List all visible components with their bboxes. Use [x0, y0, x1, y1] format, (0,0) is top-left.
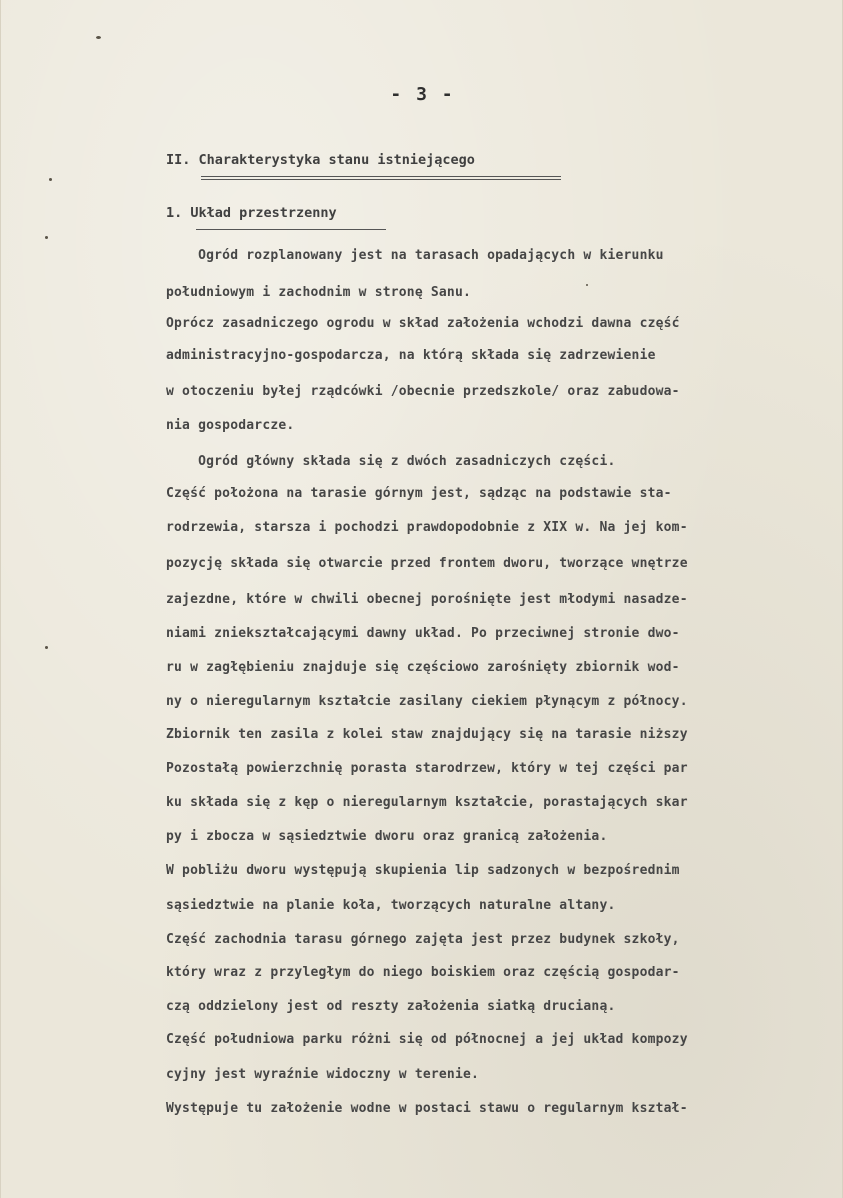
- body-line: Ogród rozplanowany jest na tarasach opadających w kierunku: [166, 248, 664, 263]
- body-line: zajezdne, które w chwili obecnej porośnięte jest młodymi nasadze-: [166, 592, 688, 607]
- paper-speck: [45, 236, 48, 239]
- paper-speck: [96, 36, 101, 39]
- body-line: W pobliżu dworu występują skupienia lip sadzonych w bezpośrednim: [166, 863, 680, 878]
- body-line: administracyjno-gospodarcza, na którą składa się zadrzewienie: [166, 348, 656, 363]
- paper-speck: [586, 284, 588, 286]
- body-line: Część położona na tarasie górnym jest, sądząc na podstawie sta-: [166, 486, 672, 501]
- body-line: ny o nieregularnym kształcie zasilany ciekiem płynącym z północy.: [166, 694, 688, 709]
- body-line: rodrzewia, starsza i pochodzi prawdopodobnie z XIX w. Na jej kom-: [166, 520, 688, 535]
- body-line: Zbiornik ten zasila z kolei staw znajdujący się na tarasie niższy: [166, 727, 688, 742]
- body-line: czą oddzielony jest od reszty założenia siatką drucianą.: [166, 999, 616, 1014]
- body-line: który wraz z przyległym do niego boiskiem oraz częścią gospodar-: [166, 965, 680, 980]
- body-line: Występuje tu założenie wodne w postaci stawu o regularnym kształ-: [166, 1101, 688, 1116]
- body-line: sąsiedztwie na planie koła, tworzących naturalne altany.: [166, 898, 616, 913]
- subsection-heading-underline: [196, 229, 386, 230]
- section-heading: II. Charakterystyka stanu istniejącego: [166, 152, 475, 168]
- body-line: Pozostałą powierzchnię porasta starodrzew, który w tej części par: [166, 761, 688, 776]
- section-heading-underline: [201, 176, 561, 180]
- body-line: ku składa się z kęp o nieregularnym kształcie, porastających skar: [166, 795, 688, 810]
- body-line: Część zachodnia tarasu górnego zajęta jest przez budynek szkoły,: [166, 932, 680, 947]
- body-line: niami zniekształcającymi dawny układ. Po przeciwnej stronie dwo-: [166, 626, 680, 641]
- body-line: pozycję składa się otwarcie przed frontem dworu, tworzące wnętrze: [166, 556, 688, 571]
- body-line: ru w zagłębieniu znajduje się częściowo zarośnięty zbiornik wod-: [166, 660, 680, 675]
- body-line: Ogród główny składa się z dwóch zasadniczych części.: [166, 454, 616, 469]
- body-line: nia gospodarcze.: [166, 418, 295, 433]
- body-line: Oprócz zasadniczego ogrodu w skład założenia wchodzi dawna część: [166, 316, 680, 331]
- body-line: cyjny jest wyraźnie widoczny w terenie.: [166, 1067, 480, 1082]
- subsection-heading: 1. Układ przestrzenny: [166, 205, 337, 221]
- body-line: Część południowa parku różni się od północnej a jej układ kompozy: [166, 1032, 688, 1047]
- body-line: py i zbocza w sąsiedztwie dworu oraz granicą założenia.: [166, 829, 608, 844]
- paper-speck: [45, 646, 48, 649]
- paper-speck: [49, 178, 52, 181]
- body-line: południowym i zachodnim w stronę Sanu.: [166, 285, 472, 300]
- page-number: - 3 -: [390, 84, 455, 105]
- body-line: w otoczeniu byłej rządcówki /obecnie przedszkole/ oraz zabudowa-: [166, 384, 680, 399]
